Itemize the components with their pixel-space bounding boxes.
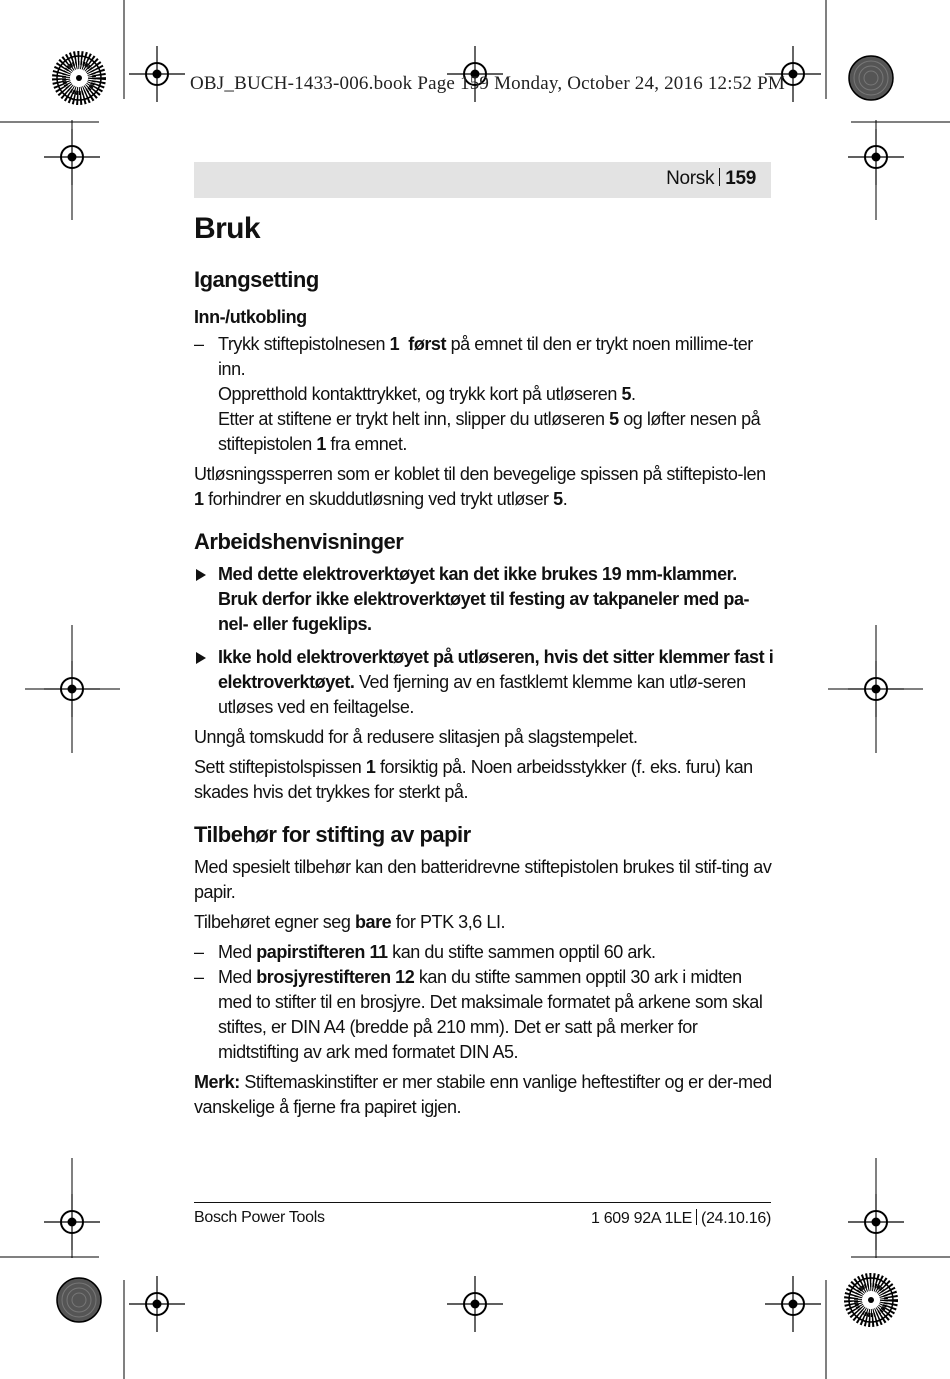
paragraph: Med spesielt tilbehør kan den batteridrevne stiftepistolen brukes til stif-ting av papir. bbox=[194, 857, 772, 902]
step-3: Etter at stiftene er trykt helt inn, slipper du utløseren 5 og løfter nesen på stiftepistolen 1 fra emnet. bbox=[218, 409, 761, 454]
footer-brand: Bosch Power Tools bbox=[194, 1209, 325, 1226]
triangle-bullet-icon bbox=[196, 569, 206, 581]
safety-note: Utløsningssperren som er koblet til den bevegelige spissen på stiftepisto-len 1 forhindrer en skuddutløsning ved trykt utløser 5. bbox=[194, 464, 766, 509]
dash-bullet: – bbox=[194, 334, 204, 354]
header-separator bbox=[719, 168, 720, 186]
warning-text: Med dette elektroverktøyet kan det ikke brukes 19 mm-klammer. Bruk derfor ikke elektroverktøyet til festing av takpaneler med pa-nel- eller fugeklips. bbox=[218, 564, 750, 634]
page-content bbox=[194, 205, 774, 1120]
warning-item bbox=[194, 562, 774, 637]
header-language: Norsk bbox=[666, 168, 715, 189]
warning-text: Ikke hold elektroverktøyet på utløseren, hvis det sitter klemmer fast i elektroverktøyet. Ved fjerning av en fastklemt klemme kan utlø-seren utløses ved en feiltagelse. bbox=[218, 647, 774, 717]
footer-divider bbox=[194, 1202, 771, 1203]
list-item: – Med brosjyrestifteren 12 kan du stifte sammen opptil 30 ark i midten med to stifter til en brosjyre. Det maksimale formatet på arkene som skal stiftes, er DIN A4 (bredde på 210 mm). Det er satt på merker for midtstifting av ark med formatet DIN A5. bbox=[194, 967, 763, 1062]
dash-bullet: – bbox=[194, 942, 204, 962]
step-1: Trykk stiftepistolnesen 1 først på emnet til den er trykt noen millime-ter inn. bbox=[218, 334, 753, 379]
page-title: Bruk bbox=[194, 212, 260, 245]
page-number: 159 bbox=[725, 168, 756, 189]
note: Merk: Stiftemaskinstifter er mer stabile enn vanlige heftestifter og er der-med vanskelige å fjerne fra papiret igjen. bbox=[194, 1072, 772, 1117]
paragraph: Tilbehøret egner seg bare for PTK 3,6 LI. bbox=[194, 912, 506, 932]
footer-doc-code: 1 609 92A 1LE (24.10.16) bbox=[590, 1210, 771, 1227]
triangle-bullet-icon bbox=[196, 652, 206, 664]
section-heading-accessory: Tilbehør for stifting av papir bbox=[194, 822, 471, 847]
paragraph: Sett stiftepistolspissen 1 forsiktig på. Noen arbeidsstykker (f. eks. furu) kan skades hvis det trykkes for sterkt på. bbox=[194, 757, 753, 802]
list-item: – Med papirstifteren 11 kan du stifte sammen opptil 60 ark. bbox=[194, 940, 774, 965]
section-heading-work: Arbeidshenvisninger bbox=[194, 529, 404, 554]
step-2: Oppretthold kontakttrykket, og trykk kort på utløseren 5. bbox=[218, 384, 636, 404]
page-header bbox=[666, 168, 756, 190]
print-slug: OBJ_BUCH-1433-006.book Page 159 Monday, October 24, 2016 12:52 PM bbox=[190, 73, 785, 94]
warning-item bbox=[194, 645, 774, 720]
paragraph: Unngå tomskudd for å redusere slitasjen på slagstempelet. bbox=[194, 727, 638, 747]
page-header-bar bbox=[194, 162, 771, 198]
section-heading-startup: Igangsetting bbox=[194, 267, 319, 292]
subheading-on-off: Inn-/utkobling bbox=[194, 307, 307, 327]
dash-bullet: – bbox=[194, 967, 204, 987]
list-item-operation bbox=[194, 332, 774, 457]
